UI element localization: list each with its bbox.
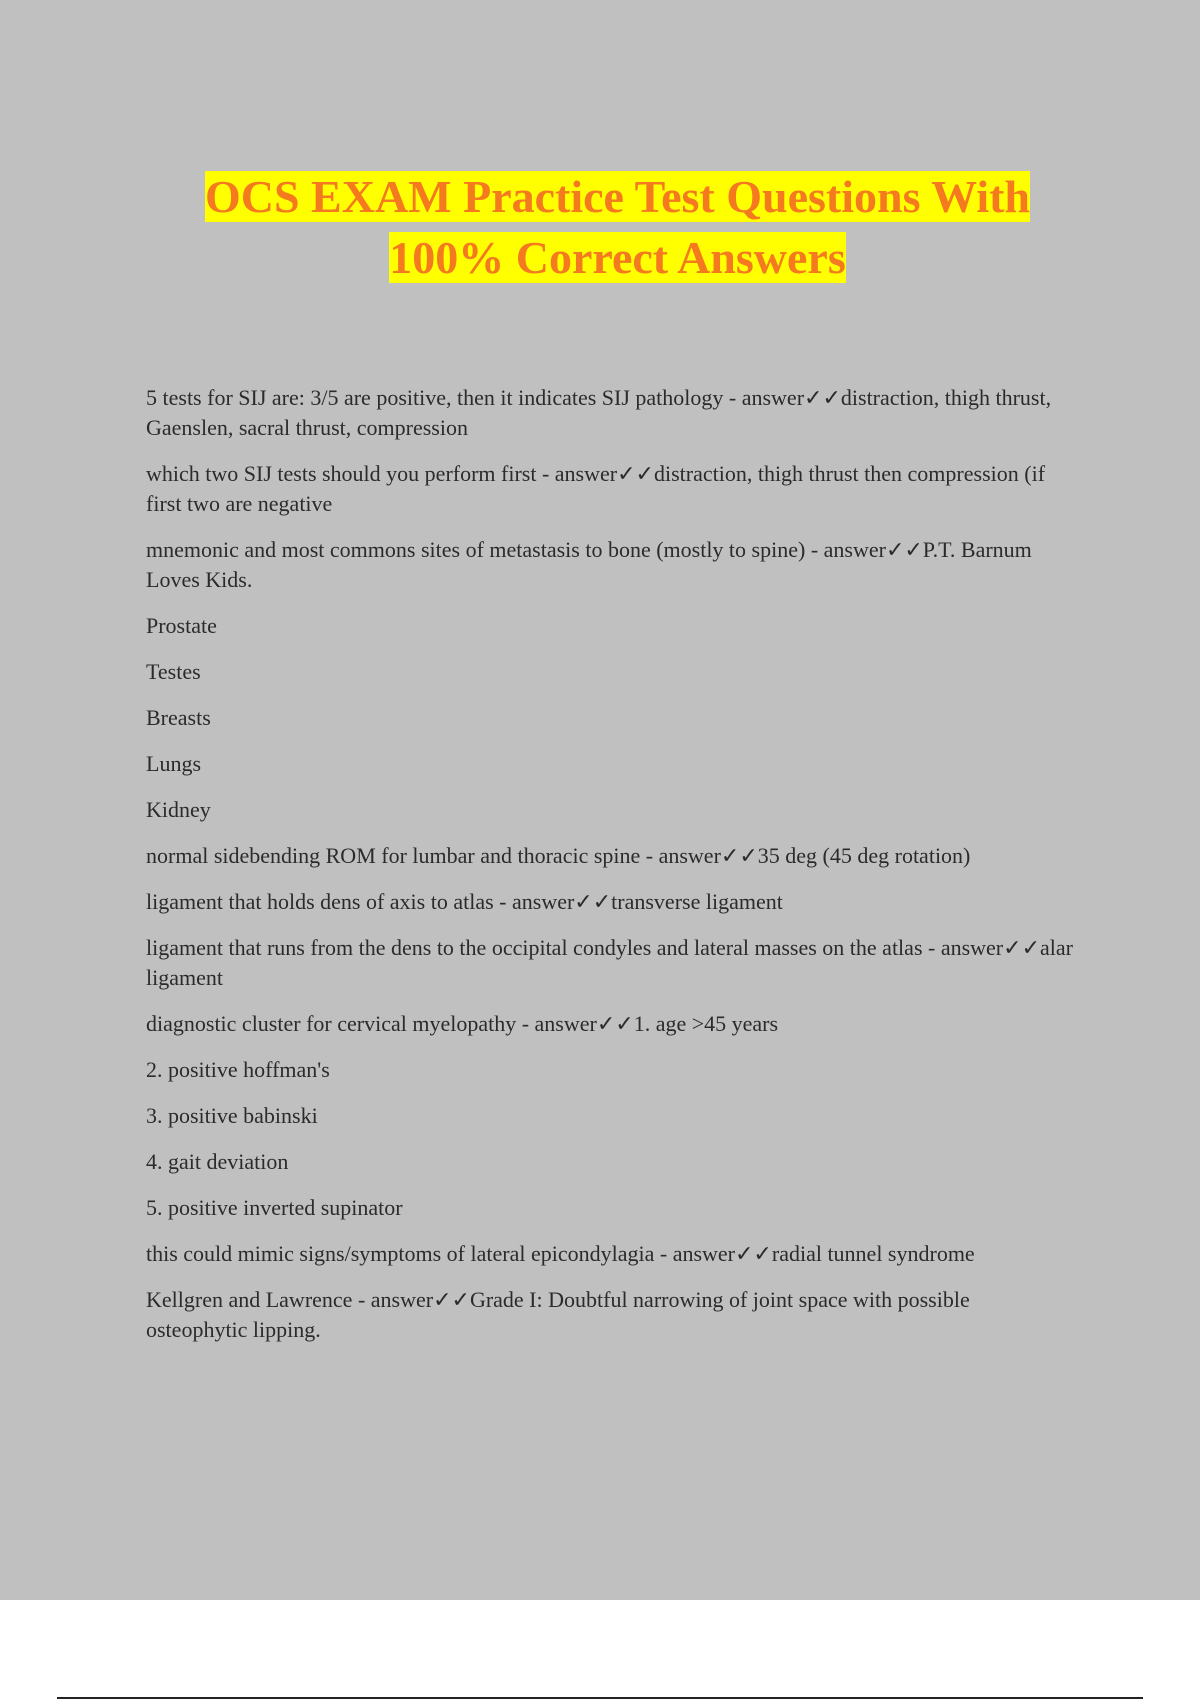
qa-sidebending-rom: normal sidebending ROM for lumbar and thoracic spine - answer✓✓35 deg (45 deg rotation) <box>146 843 971 868</box>
list-item-breasts: Breasts <box>146 705 211 730</box>
qa-transverse-ligament: ligament that holds dens of axis to atlas - answer✓✓transverse ligament <box>146 889 783 914</box>
list-item-gait-deviation: 4. gait deviation <box>146 1149 289 1174</box>
list-item-kidney: Kidney <box>146 797 211 822</box>
title-line-2: 100% Correct Answers <box>389 232 846 283</box>
qa-metastasis-mnemonic: mnemonic and most commons sites of metastasis to bone (mostly to spine) - answer✓✓P.T. Barnum Loves Kids. <box>146 537 1032 592</box>
list-item-babinski: 3. positive babinski <box>146 1103 318 1128</box>
list-item-hoffmans: 2. positive hoffman's <box>146 1057 330 1082</box>
qa-alar-ligament: ligament that runs from the dens to the occipital condyles and lateral masses on the atlas - answer✓✓alar ligament <box>146 935 1073 990</box>
list-item-inverted-supinator: 5. positive inverted supinator <box>146 1195 403 1220</box>
list-item-prostate: Prostate <box>146 613 217 638</box>
question-list <box>146 383 1076 1361</box>
footer-divider <box>57 1697 1143 1699</box>
list-item-lungs: Lungs <box>146 751 201 776</box>
qa-cervical-myelopathy: diagnostic cluster for cervical myelopathy - answer✓✓1. age >45 years <box>146 1011 779 1036</box>
qa-lateral-epicondylagia: this could mimic signs/symptoms of lateral epicondylagia - answer✓✓radial tunnel syndrome <box>146 1241 975 1266</box>
list-item-testes: Testes <box>146 659 201 684</box>
document-title <box>0 166 1200 288</box>
title-line-1: OCS EXAM Practice Test Questions With <box>204 171 1031 222</box>
qa-sij-first-tests: which two SIJ tests should you perform first - answer✓✓distraction, thigh thrust then compression (if first two are negative <box>146 461 1046 516</box>
qa-sij-five-tests: 5 tests for SIJ are: 3/5 are positive, then it indicates SIJ pathology - answer✓✓distraction, thigh thrust, Gaenslen, sacral thrust, compression <box>146 385 1052 440</box>
qa-kellgren-lawrence: Kellgren and Lawrence - answer✓✓Grade I: Doubtful narrowing of joint space with possible osteophytic lipping. <box>146 1287 970 1342</box>
